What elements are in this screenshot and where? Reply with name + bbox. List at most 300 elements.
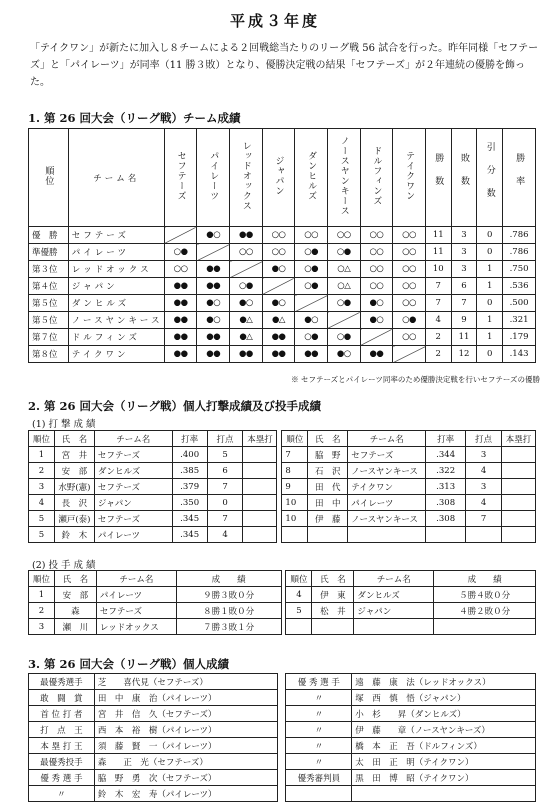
pitching-cell: 2 xyxy=(29,603,55,619)
batting-cell: 鈴 木 xyxy=(54,527,94,543)
standings-d: 1 xyxy=(477,261,503,278)
batting-cell xyxy=(501,527,535,543)
match-result: ●● xyxy=(230,346,263,363)
batting-header: 打点 xyxy=(207,431,243,447)
pitching-cell: 5 xyxy=(286,603,312,619)
match-result: ○○ xyxy=(393,261,426,278)
standings-d: 0 xyxy=(477,244,503,261)
batting-cell: 7 xyxy=(207,511,243,527)
award-recipient xyxy=(352,786,536,802)
award-recipient: 須 藤 賢 一（パイレーツ） xyxy=(94,738,278,754)
team-standings-table xyxy=(28,128,536,363)
match-result: ●● xyxy=(262,329,295,346)
award-recipient: 森 正 光（セフテーズ） xyxy=(94,754,278,770)
award-title xyxy=(286,786,352,802)
batting-header: チーム名 xyxy=(348,431,426,447)
standings-rank: 優 勝 xyxy=(29,227,69,244)
header-team-col xyxy=(393,129,426,227)
batting-cell: 7 xyxy=(207,479,243,495)
match-result: ○○ xyxy=(360,244,393,261)
batting-cell: 10 xyxy=(282,511,308,527)
award-title: 最優秀投手 xyxy=(29,754,95,770)
header-team-col xyxy=(262,129,295,227)
match-result: ○● xyxy=(295,278,328,295)
award-title: 〃 xyxy=(29,786,95,802)
batting-cell: .379 xyxy=(172,479,207,495)
header-stat-col-label: 勝率 xyxy=(514,153,525,199)
match-result: ●● xyxy=(295,346,328,363)
standings-pct: .536 xyxy=(503,278,536,295)
standings-rank: 第５位 xyxy=(29,312,69,329)
pitching-table xyxy=(28,570,536,635)
header-team-col-label: テイクワン xyxy=(404,151,415,201)
pitching-cell xyxy=(434,619,536,635)
batting-cell: 4 xyxy=(29,495,55,511)
match-result: ○○ xyxy=(360,278,393,295)
header-team-col-label: ダンヒルズ xyxy=(306,151,317,201)
match-result: ○○ xyxy=(262,227,295,244)
match-result: ○○ xyxy=(327,227,360,244)
match-result: ○● xyxy=(327,244,360,261)
award-recipient: 遠 藤 康 法（レッドオックス） xyxy=(352,674,536,690)
pitching-cell: 瀬 川 xyxy=(54,619,96,635)
match-result: ○○ xyxy=(360,227,393,244)
award-recipient: 伊 藤 章（ノースヤンキーズ） xyxy=(352,722,536,738)
award-recipient: 脇 野 勇 次（セフテーズ） xyxy=(94,770,278,786)
standings-team: ノースヤンキース xyxy=(68,312,164,329)
award-recipient: 芝 喜代見（セフテーズ） xyxy=(94,674,278,690)
header-stat-col xyxy=(425,129,451,227)
batting-cell: 7 xyxy=(466,511,502,527)
pitching-header: 氏 名 xyxy=(54,571,96,587)
awards-table xyxy=(28,673,536,802)
header-team: チーム名 xyxy=(68,129,164,227)
standings-l: 3 xyxy=(451,227,477,244)
standings-d: 1 xyxy=(477,278,503,295)
standings-row xyxy=(29,312,536,329)
pitching-header: 氏 名 xyxy=(312,571,354,587)
pitching-cell: セフテーズ xyxy=(96,603,176,619)
standings-rank: 第４位 xyxy=(29,278,69,295)
batting-cell: パイレーツ xyxy=(348,495,426,511)
match-result: ●△ xyxy=(262,312,295,329)
standings-l: 9 xyxy=(451,312,477,329)
header-team-col-label: セフテーズ xyxy=(175,151,186,201)
match-result: ●● xyxy=(164,312,197,329)
header-team-col-label: ドルフィンズ xyxy=(371,146,382,206)
pitching-cell: 伊 東 xyxy=(312,587,354,603)
award-recipient: 田 中 康 治（パイレーツ） xyxy=(94,690,278,706)
match-result: ●○ xyxy=(230,295,263,312)
batting-cell: 脇 野 xyxy=(308,447,348,463)
batting-cell: 4 xyxy=(466,495,502,511)
match-result: ○○ xyxy=(164,261,197,278)
batting-cell xyxy=(243,463,277,479)
gap-cell xyxy=(278,770,286,786)
standings-row xyxy=(29,295,536,312)
batting-cell: 3 xyxy=(466,479,502,495)
match-result: ○○ xyxy=(393,278,426,295)
batting-cell xyxy=(501,463,535,479)
standings-w: 4 xyxy=(425,312,451,329)
pitching-cell: ジャパン xyxy=(354,603,434,619)
batting-cell: 1 xyxy=(29,447,55,463)
header-team-col xyxy=(230,129,263,227)
batting-cell xyxy=(243,511,277,527)
match-result: ●● xyxy=(197,329,230,346)
standings-pct: .321 xyxy=(503,312,536,329)
section3-title: 3. 第 26 回大会（リーグ戦）個人成績 xyxy=(28,657,230,671)
page-title: 平成３年度 xyxy=(229,12,320,30)
award-recipient: 橋 本 正 吾（ドルフィンズ） xyxy=(352,738,536,754)
batting-cell: テイクワン xyxy=(348,479,426,495)
award-title: 首 位 打 者 xyxy=(29,706,95,722)
batting-cell xyxy=(501,479,535,495)
standings-row xyxy=(29,261,536,278)
batting-cell xyxy=(243,479,277,495)
match-result: ●○ xyxy=(197,312,230,329)
standings-team: テイクワン xyxy=(68,346,164,363)
batting-cell: .345 xyxy=(172,527,207,543)
gap-cell xyxy=(278,722,286,738)
batting-cell xyxy=(243,527,277,543)
match-result: ○○ xyxy=(360,261,393,278)
batting-cell: セフテーズ xyxy=(348,447,426,463)
standings-row xyxy=(29,278,536,295)
batting-cell xyxy=(243,447,277,463)
award-recipient: 小 杉 昇（ダンヒルズ） xyxy=(352,706,536,722)
pitching-cell: 1 xyxy=(29,587,55,603)
standings-l: 6 xyxy=(451,278,477,295)
header-team-col xyxy=(164,129,197,227)
match-result: ●● xyxy=(197,261,230,278)
match-result: ○● xyxy=(295,244,328,261)
header-stat-col-label: 敗数 xyxy=(459,153,470,199)
standings-row xyxy=(29,244,536,261)
award-title: 優 秀 選 手 xyxy=(29,770,95,786)
header-stat-col xyxy=(503,129,536,227)
batting-header: 打率 xyxy=(172,431,207,447)
match-result: ●△ xyxy=(230,312,263,329)
batting-cell: 9 xyxy=(282,479,308,495)
match-result: ○○ xyxy=(262,244,295,261)
header-stat-col-label: 勝数 xyxy=(433,153,444,199)
batting-cell: 5 xyxy=(207,447,243,463)
match-result xyxy=(295,295,328,312)
match-result: ●● xyxy=(164,278,197,295)
match-result: ●△ xyxy=(230,329,263,346)
standings-pct: .143 xyxy=(503,346,536,363)
standings-d: 0 xyxy=(477,346,503,363)
pitching-cell: 森 xyxy=(54,603,96,619)
match-result: ●○ xyxy=(197,227,230,244)
match-result: ○○ xyxy=(393,295,426,312)
match-result: ●● xyxy=(360,346,393,363)
header-team-col xyxy=(295,129,328,227)
standings-d: 0 xyxy=(477,295,503,312)
intro-paragraph: 「テイクワン」が新たに加入し８チームによる２回戦総当たりのリーグ戦 56 試合を行った。昨年同様「セフテーズ」と「パイレーツ」が同率（11 勝３敗）となり、優勝決定戦の結果「セフテーズ」が２年連続の優勝を飾った。 xyxy=(30,43,539,88)
standings-l: 11 xyxy=(451,329,477,346)
standings-l: 7 xyxy=(451,295,477,312)
standings-rank: 第８位 xyxy=(29,346,69,363)
batting-cell: .345 xyxy=(172,511,207,527)
standings-rank: 第５位 xyxy=(29,295,69,312)
pitching-cell: 4 xyxy=(286,587,312,603)
header-team-col-label: パイレーツ xyxy=(208,151,219,201)
standings-w: 10 xyxy=(425,261,451,278)
batting-cell: 田 代 xyxy=(308,479,348,495)
batting-cell: 田 中 xyxy=(308,495,348,511)
batting-cell xyxy=(348,527,426,543)
pitching-cell: レッドオックス xyxy=(96,619,176,635)
standings-l: 12 xyxy=(451,346,477,363)
standings-l: 3 xyxy=(451,244,477,261)
award-title: 〃 xyxy=(286,722,352,738)
batting-cell: .400 xyxy=(172,447,207,463)
batting-cell xyxy=(466,527,502,543)
batting-cell: 7 xyxy=(282,447,308,463)
standings-rank: 第３位 xyxy=(29,261,69,278)
award-title: 〃 xyxy=(286,706,352,722)
batting-cell: 5 xyxy=(29,527,55,543)
batting-cell xyxy=(501,447,535,463)
batting-cell xyxy=(426,527,466,543)
batting-cell: セフテーズ xyxy=(94,479,172,495)
match-result: ●○ xyxy=(262,261,295,278)
pitching-cell xyxy=(312,619,354,635)
match-result: ●● xyxy=(197,346,230,363)
batting-cell: 宮 井 xyxy=(54,447,94,463)
award-title: 本 塁 打 王 xyxy=(29,738,95,754)
match-result: ○● xyxy=(230,278,263,295)
match-result: ○○ xyxy=(230,244,263,261)
award-title: 〃 xyxy=(286,690,352,706)
match-result: ●● xyxy=(262,346,295,363)
gap-cell xyxy=(278,754,286,770)
header-team-col xyxy=(360,129,393,227)
standings-team: セフテーズ xyxy=(68,227,164,244)
batting-cell: 安 部 xyxy=(54,463,94,479)
match-result xyxy=(164,227,197,244)
award-title: 敢 闘 賞 xyxy=(29,690,95,706)
match-result: ●○ xyxy=(197,295,230,312)
batting-header: チーム名 xyxy=(94,431,172,447)
batting-cell: 8 xyxy=(282,463,308,479)
batting-header: 順位 xyxy=(282,431,308,447)
match-result: ●○ xyxy=(327,346,360,363)
gap-cell xyxy=(278,674,286,690)
batting-header: 打率 xyxy=(426,431,466,447)
match-result xyxy=(230,261,263,278)
standings-pct: .786 xyxy=(503,227,536,244)
batting-cell: 4 xyxy=(207,527,243,543)
pitching-cell xyxy=(286,619,312,635)
match-result xyxy=(262,278,295,295)
match-result: ●○ xyxy=(360,312,393,329)
match-result: ○○ xyxy=(295,227,328,244)
batting-header: 氏 名 xyxy=(54,431,94,447)
batting-cell: 水野(憲) xyxy=(54,479,94,495)
standings-d: 0 xyxy=(477,227,503,244)
standings-team: ドルフィンズ xyxy=(68,329,164,346)
header-stat-col xyxy=(477,129,503,227)
batting-cell xyxy=(501,511,535,527)
match-result: ○△ xyxy=(327,261,360,278)
match-result: ●○ xyxy=(295,312,328,329)
standings-w: 11 xyxy=(425,244,451,261)
batting-cell: 4 xyxy=(466,463,502,479)
standings-note: ※ セフテーズとパイレーツ同率のため優勝決定戦を行いセフテーズの優勝 xyxy=(291,375,540,384)
standings-row xyxy=(29,329,536,346)
award-title: 〃 xyxy=(286,754,352,770)
batting-cell: 石 沢 xyxy=(308,463,348,479)
award-title: 〃 xyxy=(286,738,352,754)
award-recipient: 太 田 正 明（テイクワン） xyxy=(352,754,536,770)
pitching-cell xyxy=(354,619,434,635)
batting-cell: 瀬戸(泰) xyxy=(54,511,94,527)
batting-header: 本塁打 xyxy=(243,431,277,447)
standings-rank: 準優勝 xyxy=(29,244,69,261)
batting-cell xyxy=(282,527,308,543)
standings-d: 1 xyxy=(477,329,503,346)
gap-cell xyxy=(278,738,286,754)
match-result xyxy=(327,312,360,329)
batting-cell: .308 xyxy=(426,495,466,511)
batting-cell: .313 xyxy=(426,479,466,495)
batting-cell: ジャパン xyxy=(94,495,172,511)
match-result: ●○ xyxy=(262,295,295,312)
match-result: ○● xyxy=(327,329,360,346)
batting-title: (1) 打 撃 成 績 xyxy=(32,419,96,430)
match-result: ●● xyxy=(197,278,230,295)
batting-cell xyxy=(308,527,348,543)
pitching-header: チーム名 xyxy=(354,571,434,587)
match-result xyxy=(393,346,426,363)
standings-team: ダンヒルズ xyxy=(68,295,164,312)
standings-pct: .500 xyxy=(503,295,536,312)
standings-w: 7 xyxy=(425,295,451,312)
batting-cell: ノースヤンキース xyxy=(348,511,426,527)
match-result: ○● xyxy=(164,244,197,261)
match-result: ●● xyxy=(164,346,197,363)
header-stat-col-label: 引分数 xyxy=(484,141,495,211)
gap-cell xyxy=(278,706,286,722)
standings-team: パイレーツ xyxy=(68,244,164,261)
batting-cell: セフテーズ xyxy=(94,511,172,527)
match-result: ○● xyxy=(327,295,360,312)
pitching-cell: ８勝１敗０分 xyxy=(176,603,281,619)
standings-pct: .179 xyxy=(503,329,536,346)
batting-cell: セフテーズ xyxy=(94,447,172,463)
match-result: ●● xyxy=(164,329,197,346)
header-team-col-label: レッドオックス xyxy=(240,141,251,211)
award-title: 優秀審判員 xyxy=(286,770,352,786)
pitching-cell: 3 xyxy=(29,619,55,635)
header-rank: 順位 xyxy=(29,129,69,227)
batting-cell xyxy=(243,495,277,511)
award-title: 打 点 王 xyxy=(29,722,95,738)
standings-w: 11 xyxy=(425,227,451,244)
match-result: ○● xyxy=(295,261,328,278)
standings-row xyxy=(29,346,536,363)
award-title: 優 秀 選 手 xyxy=(286,674,352,690)
match-result: ○● xyxy=(393,312,426,329)
standings-team: レッドオックス xyxy=(68,261,164,278)
match-result: ●● xyxy=(230,227,263,244)
batting-header: 本塁打 xyxy=(501,431,535,447)
batting-table xyxy=(28,430,536,543)
batting-cell: 6 xyxy=(207,463,243,479)
standings-w: 7 xyxy=(425,278,451,295)
match-result: ○● xyxy=(295,329,328,346)
standings-w: 2 xyxy=(425,346,451,363)
section1-title: 1. 第 26 回大会（リーグ戦）チーム成績 xyxy=(28,111,241,125)
match-result: ○△ xyxy=(327,278,360,295)
standings-d: 1 xyxy=(477,312,503,329)
match-result: ○○ xyxy=(393,329,426,346)
match-result: ●○ xyxy=(360,295,393,312)
batting-cell: 長 沢 xyxy=(54,495,94,511)
batting-cell: 5 xyxy=(29,511,55,527)
match-result: ●● xyxy=(164,295,197,312)
pitching-cell: ダンヒルズ xyxy=(354,587,434,603)
batting-header: 打点 xyxy=(466,431,502,447)
batting-cell: 2 xyxy=(29,463,55,479)
match-result xyxy=(197,244,230,261)
pitching-header: 順位 xyxy=(286,571,312,587)
award-title: 最優秀選手 xyxy=(29,674,95,690)
match-result: ○○ xyxy=(393,244,426,261)
batting-header: 順位 xyxy=(29,431,55,447)
header-team-col-label: ノースヤンキース xyxy=(338,136,349,216)
match-result xyxy=(360,329,393,346)
pitching-cell: ９勝３敗０分 xyxy=(176,587,281,603)
batting-cell: .308 xyxy=(426,511,466,527)
pitching-header: 成 績 xyxy=(176,571,281,587)
header-team-col xyxy=(197,129,230,227)
batting-cell: 伊 藤 xyxy=(308,511,348,527)
pitching-title: (2) 投 手 成 績 xyxy=(32,560,96,571)
header-team-col-label: ジャパン xyxy=(273,156,284,196)
gap-cell xyxy=(278,690,286,706)
pitching-cell: ５勝４敗０分 xyxy=(434,587,536,603)
section2-title: 2. 第 26 回大会（リーグ戦）個人打撃成績及び投手成績 xyxy=(28,399,322,413)
header-stat-col xyxy=(451,129,477,227)
award-recipient: 宮 井 信 久（セフテーズ） xyxy=(94,706,278,722)
match-result: ○○ xyxy=(393,227,426,244)
batting-cell: 10 xyxy=(282,495,308,511)
pitching-cell: 安 部 xyxy=(54,587,96,603)
pitching-cell: パイレーツ xyxy=(96,587,176,603)
standings-row xyxy=(29,227,536,244)
batting-cell: .385 xyxy=(172,463,207,479)
standings-pct: .786 xyxy=(503,244,536,261)
batting-cell xyxy=(501,495,535,511)
standings-l: 3 xyxy=(451,261,477,278)
gap-cell xyxy=(278,786,286,802)
pitching-cell: 松 井 xyxy=(312,603,354,619)
batting-cell: 0 xyxy=(207,495,243,511)
award-recipient: 鈴 木 宏 寿（パイレーツ） xyxy=(94,786,278,802)
award-recipient: 黒 田 博 昭（テイクワン） xyxy=(352,770,536,786)
batting-cell: ダンヒルズ xyxy=(94,463,172,479)
standings-team: ジャパン xyxy=(68,278,164,295)
pitching-header: 成 績 xyxy=(434,571,536,587)
batting-header: 氏 名 xyxy=(308,431,348,447)
award-recipient: 西 本 裕 樹（パイレーツ） xyxy=(94,722,278,738)
batting-cell: 3 xyxy=(466,447,502,463)
pitching-header: チーム名 xyxy=(96,571,176,587)
